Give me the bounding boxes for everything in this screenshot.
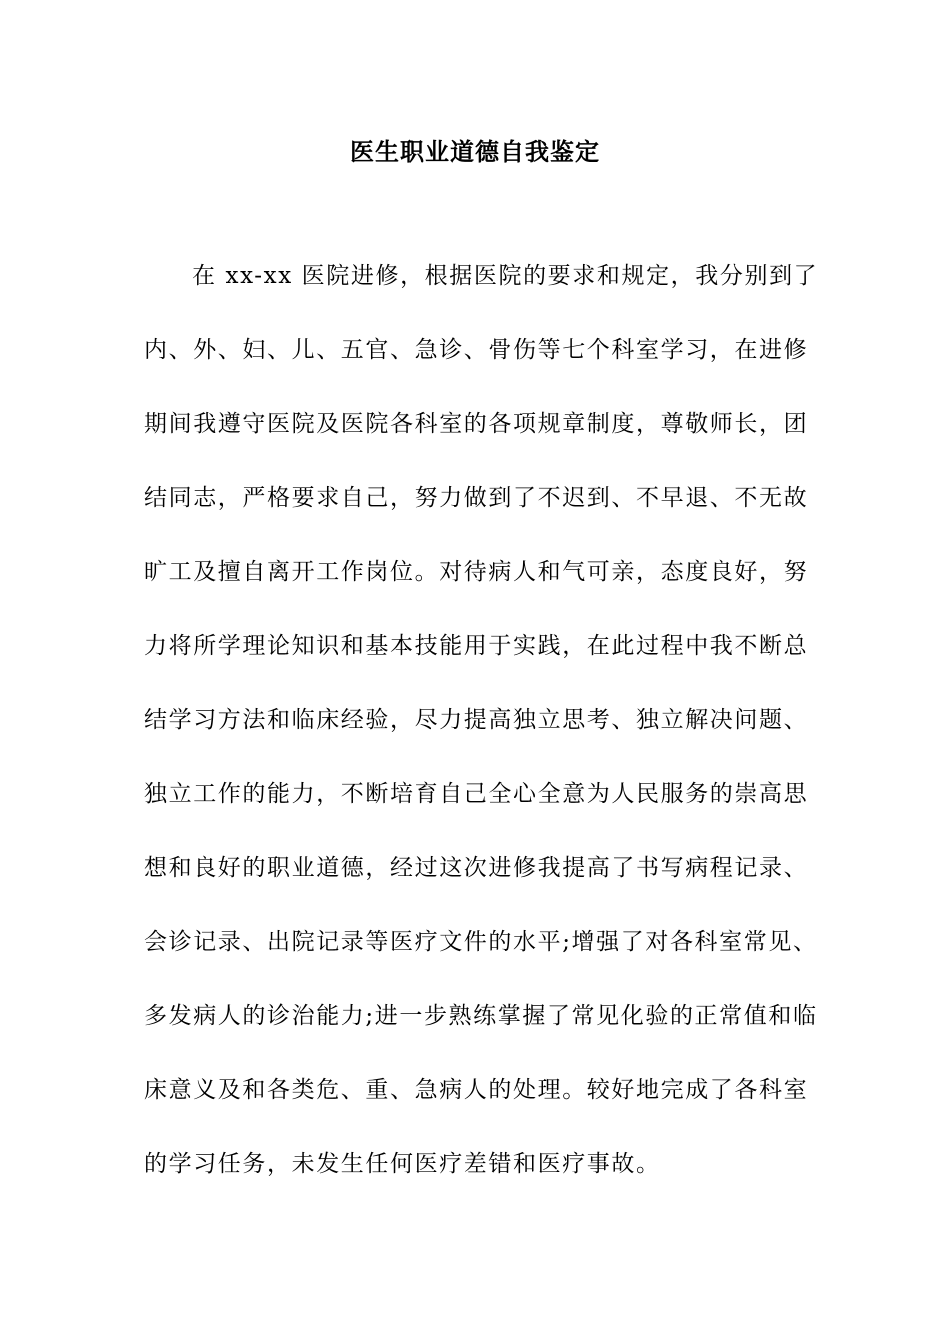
- body-line-11: 多发病人的诊治能力;进一步熟练掌握了常见化验的正常值和临: [144, 1003, 818, 1029]
- document-title: 医生职业道德自我鉴定: [350, 137, 600, 166]
- document-body: [144, 250, 819, 1212]
- body-line-3: 期间我遵守医院及医院各科室的各项规章制度，尊敬师长，团: [144, 411, 809, 437]
- body-line-13: 的学习任务，未发生任何医疗差错和医疗事故。: [144, 1151, 661, 1177]
- body-line-8: 独立工作的能力，不断培育自己全心全意为人民服务的崇高思: [144, 781, 809, 807]
- body-line-1: 在 xx-xx 医院进修，根据医院的要求和规定，我分别到了: [192, 263, 819, 289]
- body-line-6: 力将所学理论知识和基本技能用于实践，在此过程中我不断总: [144, 633, 809, 659]
- body-line-4: 结同志，严格要求自己，努力做到了不迟到、不早退、不无故: [144, 485, 809, 511]
- body-line-7: 结学习方法和临床经验，尽力提高独立思考、独立解决问题、: [144, 707, 809, 733]
- body-line-2: 内、外、妇、儿、五官、急诊、骨伤等七个科室学习，在进修: [144, 337, 809, 363]
- body-line-9: 想和良好的职业道德，经过这次进修我提高了书写病程记录、: [144, 855, 809, 881]
- body-line-5: 旷工及擅自离开工作岗位。对待病人和气可亲，态度良好，努: [144, 559, 809, 585]
- body-line-12: 床意义及和各类危、重、急病人的处理。较好地完成了各科室: [144, 1077, 809, 1103]
- body-line-10: 会诊记录、出院记录等医疗文件的水平;增强了对各科室常见、: [144, 929, 818, 955]
